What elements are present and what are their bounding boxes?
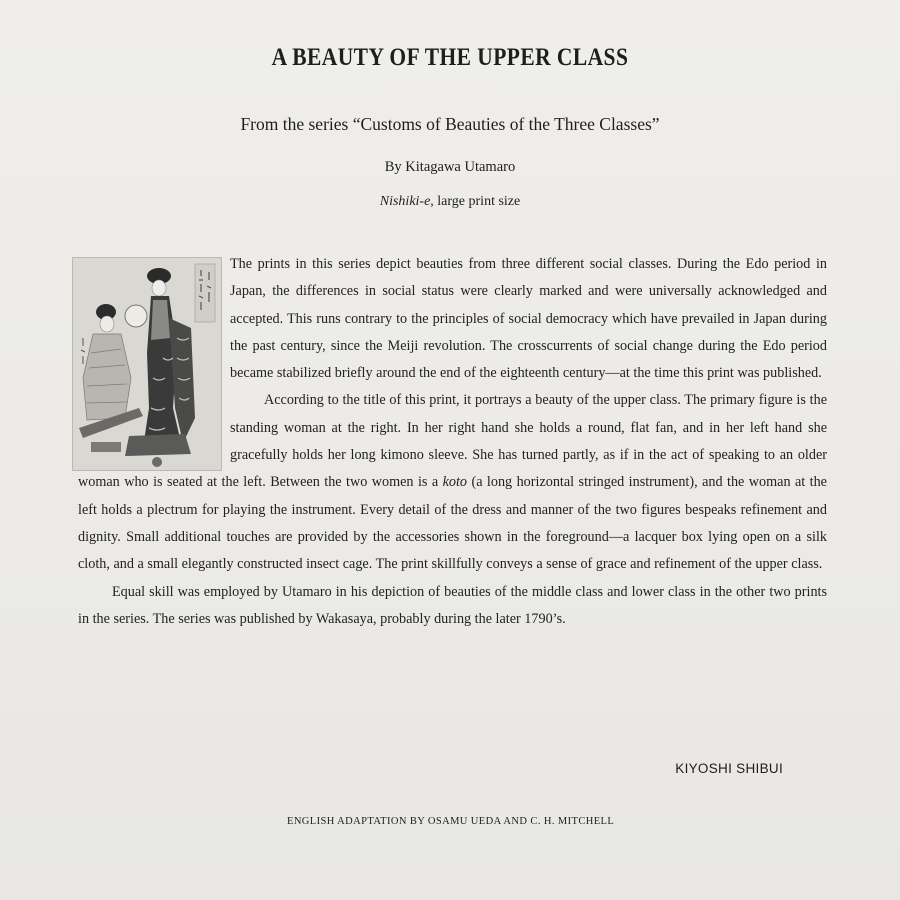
page-title: A BEAUTY OF THE UPPER CLASS [271, 44, 629, 71]
translation-credit: ENGLISH ADAPTATION BY OSAMU UEDA AND C. H. MITCHELL [287, 816, 615, 827]
image-float-spacer [78, 251, 230, 469]
medium-line [0, 194, 900, 210]
paragraph-2-text-a: According to the title of this print, it portrays a beauty of the upper class. The primary figure is the standing woman at the right. In her right hand she holds a round, flat fan, and in her left hand she gracefully holds her long kimono sleeve. She has turned partly, as if in the act of speaking to an older woman who is seated at the left. Between the two women is a [78, 392, 827, 491]
body-paragraph-1: The prints in this series depict beauties from three different social classes. During the Edo period in Japan, the differences in social status were clearly marked and were universally acknowledged and accepted. This runs contrary to the principles of social democracy which have prevailed in Japan during the past century, since the Meiji revolution. The crosscurrents of social change during the Edo period became stabilized briefly around the end of the eighteenth century—at the time this print was published. [230, 256, 827, 382]
paragraph-2-text-b: (a long horizontal stringed instrument), and the woman at the left holds a plectrum for playing the instrument. Every detail of the dress and manner of the two figures bespeaks refinement and dignity. Small additional touches are provided by the accessories shown in the foreground—a lacquer box lying open on a silk cloth, and a small elegantly constructed insect cage. The print skillfully conveys a sense of grace and refinement of the upper class. [78, 474, 827, 573]
koto-term: koto [442, 474, 468, 491]
medium-term: Nishiki-e [379, 194, 431, 209]
medium-rest: , large print size [430, 194, 521, 209]
article-body [78, 251, 827, 633]
body-paragraph-3: Equal skill was employed by Utamaro in his depiction of beauties of the middle class and lower class in the other two prints in the series. The series was published by Wakasaya, probably during the later 1790’s. [78, 583, 827, 627]
series-subtitle: From the series “Customs of Beauties of the Three Classes” [240, 114, 660, 134]
author-signature: KIYOSHI SHIBUI [675, 761, 783, 776]
author-line: By Kitagawa Utamaro [384, 159, 516, 175]
